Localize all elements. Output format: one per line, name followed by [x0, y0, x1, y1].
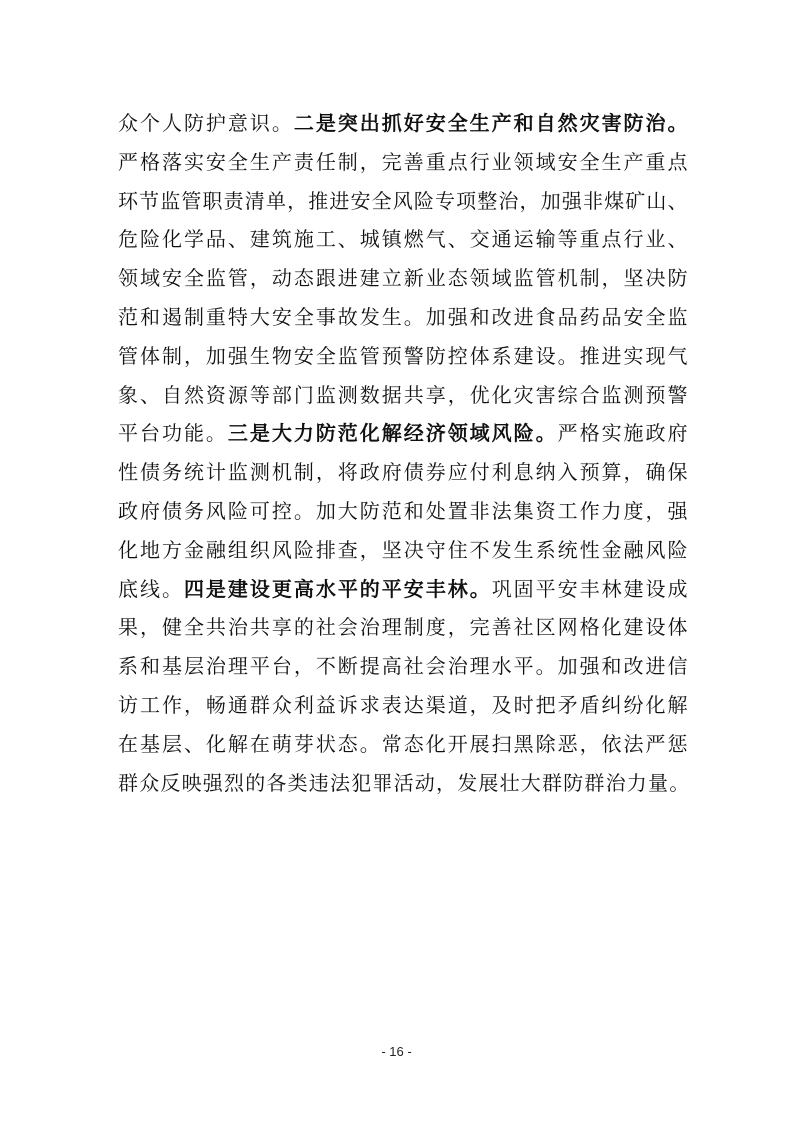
text-segment: 果，健全共治共享的社会治理制度，完善社区网格化建设体	[118, 615, 688, 640]
text-segment: 政府债务风险可控。加大防范和处置非法集资工作力度，强	[118, 498, 688, 523]
text-segment: 底线。	[118, 576, 184, 601]
text-segment: 在基层、化解在萌芽状态。常态化开展扫黑除恶，依法严惩	[118, 731, 688, 756]
text-segment: 巩固平安丰林建设成	[491, 576, 689, 601]
text-line	[118, 414, 688, 453]
text-segment: 象、自然资源等部门监测数据共享，优化灾害综合监测预警	[118, 382, 688, 407]
bold-heading-text: 三是大力防范化解经济领域风险。	[227, 421, 558, 446]
text-line	[118, 686, 688, 725]
text-line	[118, 492, 688, 531]
text-line	[118, 220, 688, 259]
text-segment: 化地方金融组织风险排查，坚决守住不发生系统性金融风险	[118, 537, 688, 562]
text-segment: 严格落实安全生产责任制，完善重点行业领域安全生产重点	[118, 149, 688, 174]
text-line	[118, 647, 688, 686]
text-line	[118, 337, 688, 376]
bold-heading-text: 四是建设更高水平的平安丰林。	[183, 576, 492, 601]
text-segment: 系和基层治理平台，不断提高社会治理水平。加强和改进信	[118, 654, 688, 679]
page-number: - 16 -	[381, 1044, 412, 1059]
text-segment: 领域安全监管，动态跟进建立新业态领域监管机制，坚决防	[118, 266, 688, 291]
text-line	[118, 453, 688, 492]
text-segment: 性债务统计监测机制，将政府债券应付利息纳入预算，确保	[118, 460, 688, 485]
text-segment: 平台功能。	[118, 421, 228, 446]
text-line	[118, 764, 691, 803]
text-segment: 范和遏制重特大安全事故发生。加强和改进食品药品安全监	[118, 304, 688, 329]
text-line	[118, 376, 688, 415]
text-line	[118, 298, 688, 337]
text-line	[118, 259, 688, 298]
text-line	[118, 143, 688, 182]
bold-heading-text: 二是突出抓好安全生产和自然灾害防治。	[293, 111, 689, 135]
text-segment: 严格实施政府	[557, 421, 689, 446]
body-text	[118, 104, 691, 802]
text-segment: 访工作，畅通群众利益诉求表达渠道，及时把矛盾纠纷化解	[118, 692, 688, 717]
text-segment: 群众反映强烈的各类违法犯罪活动，发展壮大群防群治力量。	[118, 770, 691, 795]
text-line	[118, 725, 688, 764]
text-line	[118, 182, 688, 221]
text-line	[118, 104, 688, 143]
text-segment: 环节监管职责清单，推进安全风险专项整治，加强非煤矿山、	[118, 188, 688, 213]
text-segment: 危险化学品、建筑施工、城镇燃气、交通运输等重点行业、	[118, 227, 688, 252]
text-line	[118, 531, 688, 570]
text-segment: 众个人防护意识。	[118, 111, 294, 135]
text-segment: 管体制，加强生物安全监管预警防控体系建设。推进实现气	[118, 343, 688, 368]
text-line	[118, 570, 688, 609]
text-line	[118, 608, 688, 647]
